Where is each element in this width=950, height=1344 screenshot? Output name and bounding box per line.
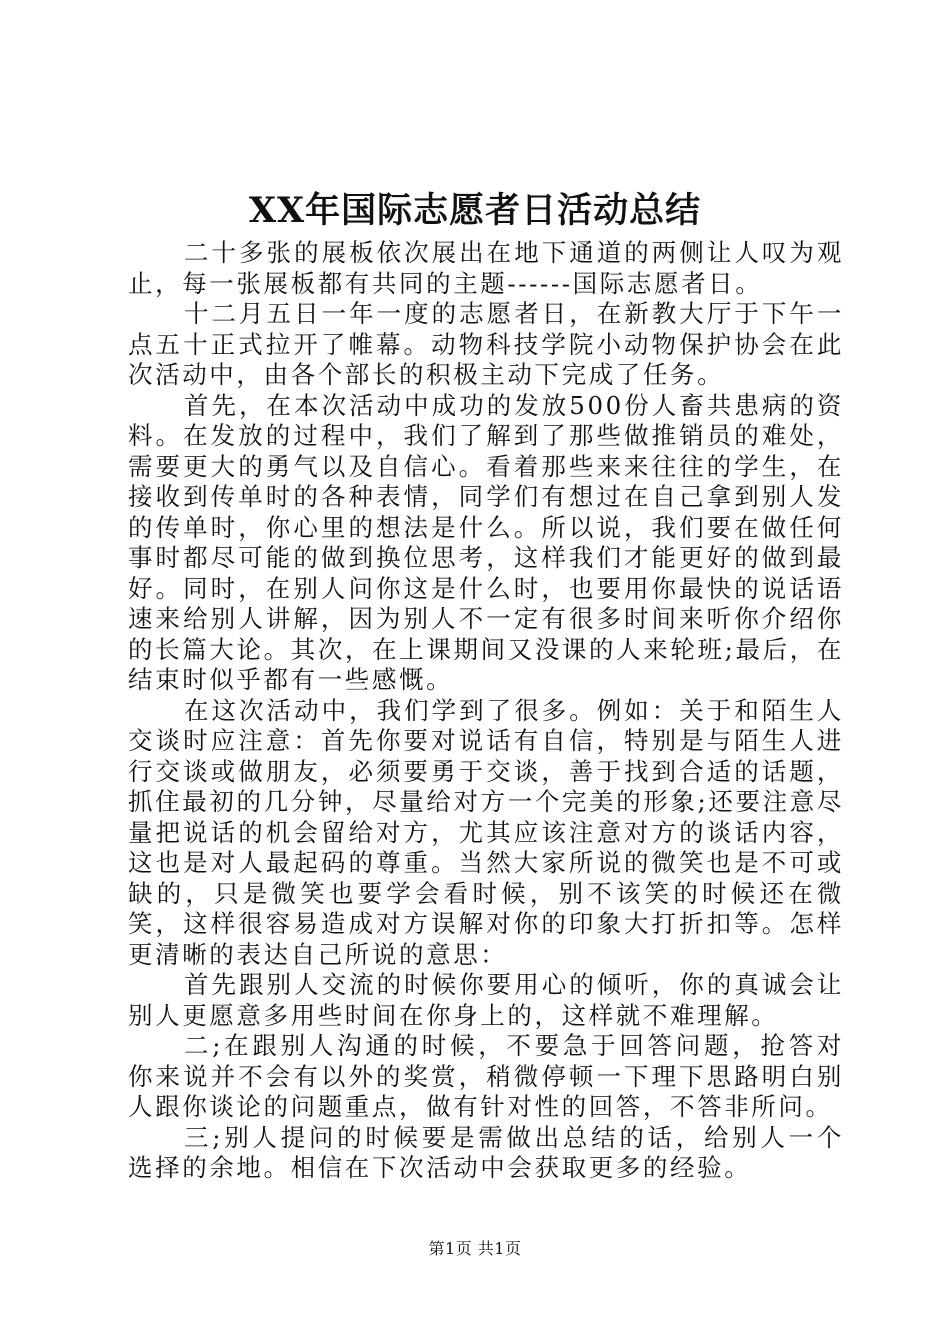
- document-body: [128, 238, 844, 1184]
- paragraph-1: 二十多张的展板依次展出在地下通道的两侧让人叹为观止，每一张展板都有共同的主题------国际志愿者日。: [128, 238, 844, 298]
- paragraph-2: 十二月五日一年一度的志愿者日，在新教大厅于下午一点五十正式拉开了帷幕。动物科技学院小动物保护协会在此次活动中，由各个部长的积极主动下完成了任务。: [128, 299, 844, 389]
- document-title: XX年国际志愿者日活动总结: [248, 190, 702, 231]
- paragraph-6: 二;在跟别人沟通的时候，不要急于回答问题，抢答对你来说并不会有以外的奖赏，稍微停顿一下理下思路明白别人跟你谈论的问题重点，做有针对性的回答，不答非所问。: [128, 1031, 844, 1121]
- paragraph-4: 在这次活动中，我们学到了很多。例如：关于和陌生人交谈时应注意：首先你要对说话有自信，特别是与陌生人进行交谈或做朋友，必须要勇于交谈，善于找到合适的话题，抓住最初的几分钟，尽量给对方一个完美的形象;还要注意尽量把说话的机会留给对方，尤其应该注意对方的谈话内容，这也是对人最起码的尊重。当然大家所说的微笑也是不可或缺的，只是微笑也要学会看时候，别不该笑的时候还在微笑，这样很容易造成对方误解对你的印象大打折扣等。怎样更清晰的表达自己所说的意思：: [128, 695, 844, 969]
- paragraph-7: 三;别人提问的时候要是需做出总结的话，给别人一个选择的余地。相信在下次活动中会获取更多的经验。: [128, 1122, 844, 1182]
- paragraph-5: 首先跟别人交流的时候你要用心的倾听，你的真诚会让别人更愿意多用些时间在你身上的，这样就不难理解。: [128, 970, 844, 1030]
- page-footer: 第1页 共1页: [428, 1239, 522, 1258]
- paragraph-3: 首先，在本次活动中成功的发放500份人畜共患病的资料。在发放的过程中，我们了解到了那些做推销员的难处，需要更大的勇气以及自信心。看着那些来来往往的学生，在接收到传单时的各种表情，同学们有想过在自己拿到别人发的传单时，你心里的想法是什么。所以说，我们要在做任何事时都尽可能的做到换位思考，这样我们才能更好的做到最好。同时，在别人问你这是什么时，也要用你最快的说话语速来给别人讲解，因为别人不一定有很多时间来听你介绍你的长篇大论。其次，在上课期间又没课的人来轮班;最后，在结束时似乎都有一些感慨。: [128, 390, 844, 694]
